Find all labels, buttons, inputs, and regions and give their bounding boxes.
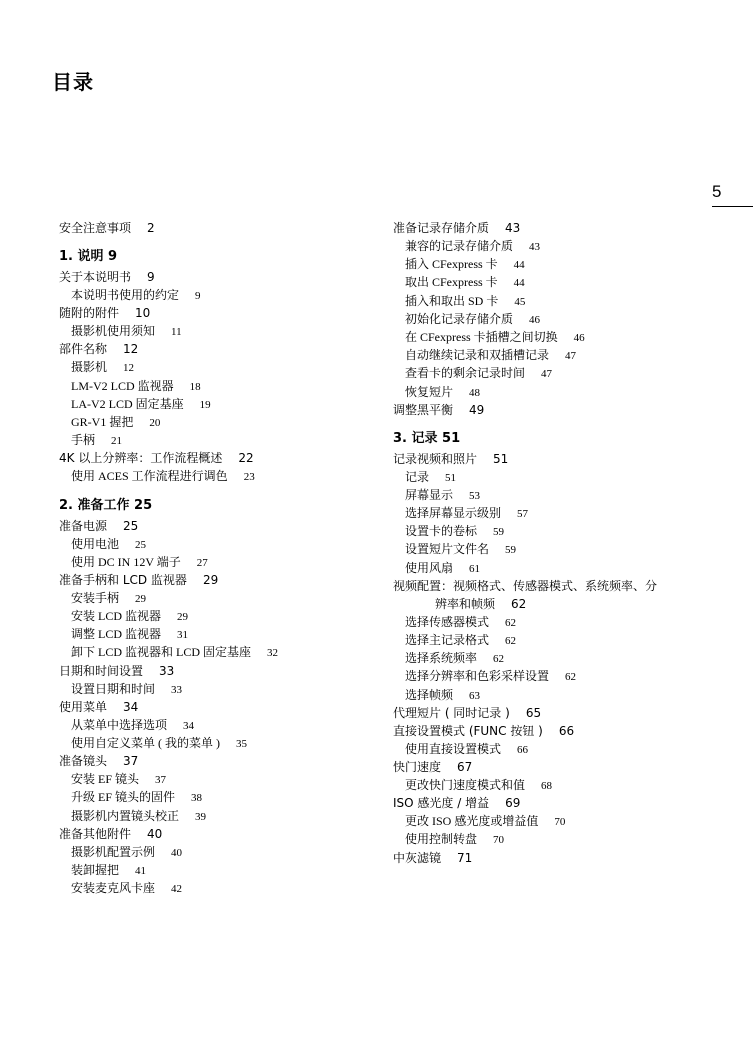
toc-entry-title-line2: 辨率和帧频 [435,596,496,611]
toc-entry-title: 3. 记录 51 [393,430,461,446]
toc-page-number: 41 [135,864,147,877]
toc-entry-title: 摄影机配置示例 [71,844,156,859]
toc-page-number: 20 [149,416,161,429]
toc-entry-title: 本说明书使用的约定 [71,288,180,302]
toc-page-number: 62 [511,596,527,611]
toc-right-column [393,219,713,867]
toc-subsection-entry[interactable] [393,812,713,830]
toc-page-number: 57 [517,508,529,521]
toc-entry-title: 调整黑平衡 [393,402,454,417]
toc-subsection-entry[interactable] [59,286,379,304]
toc-entry-title: LA-V2 LCD 固定基座 [71,396,184,411]
toc-entry-title: 设置卡的卷标 [405,524,478,539]
toc-section-entry[interactable] [393,704,713,722]
toc-page-number: 40 [147,826,163,841]
toc-subsection-entry[interactable] [393,273,713,291]
toc-entry-title: 准备手柄和 LCD 监视器 [59,572,187,587]
toc-entry-title: 从菜单中选择选项 [71,717,168,732]
toc-subsection-entry[interactable] [393,383,713,401]
toc-subsection-entry[interactable] [59,788,379,806]
toc-subsection-entry[interactable] [393,346,713,364]
toc-page-number: 19 [199,398,211,411]
toc-entry-title: 手柄 [71,433,96,448]
toc-page-number: 43 [505,221,521,235]
toc-page-number: 25 [123,518,139,533]
toc-entry-title: 摄影机 [71,360,108,375]
toc-section-entry[interactable] [393,577,713,613]
toc-page-number: 59 [493,526,505,539]
toc-page-number: 32 [267,647,279,660]
toc-entry-title: 设置短片文件名 [405,542,490,557]
toc-entry-title: 4K 以上分辨率：工作流程概述 [59,451,223,466]
toc-entry-title: 在 CFexpress 卡插槽之间切换 [405,329,558,344]
toc-section-entry[interactable] [393,401,713,419]
toc-section-entry[interactable] [393,794,713,812]
toc-page-number: 63 [469,689,481,702]
toc-subsection-entry[interactable] [59,589,379,607]
toc-chapter-heading[interactable] [59,497,379,515]
toc-subsection-entry[interactable] [393,292,713,310]
toc-entry-title: 直接设置模式 (FUNC 按钮 ) [393,723,543,738]
toc-subsection-entry[interactable] [393,364,713,382]
toc-subsection-entry[interactable] [393,667,713,685]
toc-page-number: 29 [177,611,189,624]
toc-page-number: 10 [135,306,151,321]
toc-section-entry[interactable] [59,219,379,237]
toc-entry-title: 摄影机内置镜头校正 [71,808,180,823]
toc-entry-title: 查看卡的剩余记录时间 [405,366,526,381]
toc-page-number: 66 [558,723,575,738]
toc-page-number: 23 [243,471,255,484]
toc-entry-title: 日期和时间设置 [59,663,144,678]
toc-page-number: 67 [457,759,473,774]
toc-entry-title: 选择主记录格式 [405,633,490,647]
toc-entry-title: 选择分辨率和色彩采样设置 [405,669,550,684]
toc-page-number: 51 [493,451,509,466]
toc-entry-title: 使用直接设置模式 [405,741,502,756]
toc-page-number: 47 [565,350,577,363]
toc-section-entry[interactable] [59,449,379,467]
toc-page-number: 45 [514,295,526,308]
toc-entry-title: 使用电池 [71,536,120,551]
toc-subsection-entry[interactable] [393,559,713,577]
toc-entry-title: 更改 ISO 感光度或增益值 [405,814,539,829]
toc-page-number: 46 [529,313,541,326]
toc-entry-title: 安装手柄 [71,590,120,605]
toc-page-number: 48 [469,386,481,399]
toc-page-number: 22 [238,451,254,466]
toc-section-entry[interactable] [59,304,379,322]
toc-entry-title: ISO 感光度 / 增益 [393,796,490,811]
toc-entry-title: 使用控制转盘 [405,832,478,847]
toc-page-number: 38 [191,792,203,805]
toc-entry-title: 代理短片 ( 同时记录 ) [393,705,510,720]
toc-subsection-entry[interactable] [393,830,713,848]
toc-subsection-entry[interactable] [393,540,713,558]
toc-page-number: 40 [171,846,183,859]
toc-entry-title: LM-V2 LCD 监视器 [71,378,174,393]
toc-entry-title: 自动继续记录和双插槽记录 [405,348,550,363]
toc-entry-title: 更改快门速度模式和值 [405,777,526,792]
toc-subsection-entry[interactable] [393,686,713,704]
toc-entry-title: 设置日期和时间 [71,681,156,696]
toc-entry-title: 准备电源 [59,518,108,533]
toc-subsection-entry[interactable] [59,467,379,485]
toc-entry-title: 准备记录存储介质 [393,221,490,235]
toc-entry-title: 恢复短片 [405,384,454,399]
toc-page-number: 43 [529,241,541,253]
toc-entry-title: 使用 DC IN 12V 端子 [71,554,181,569]
toc-page-number: 69 [505,796,521,811]
toc-section-entry[interactable] [59,571,379,589]
toc-entry-title: 选择帧频 [405,687,454,702]
toc-page-number: 71 [457,850,473,865]
toc-subsection-entry[interactable] [393,237,713,255]
toc-entry-title: 兼容的记录存储介质 [405,239,514,253]
toc-page-number: 21 [111,435,123,448]
toc-entry-title: 快门速度 [393,759,442,774]
toc-page-number: 31 [177,629,189,642]
toc-page-number: 9 [147,270,155,284]
toc-subsection-entry[interactable] [393,613,713,631]
toc-subsection-entry[interactable] [59,843,379,861]
toc-entry-title: 卸下 LCD 监视器和 LCD 固定基座 [71,645,252,660]
toc-section-entry[interactable] [59,340,379,358]
toc-subsection-entry[interactable] [393,310,713,328]
toc-page-number: 61 [469,562,481,575]
toc-page-number: 37 [123,754,139,769]
toc-section-entry[interactable] [393,758,713,776]
toc-subsection-entry[interactable] [393,468,713,486]
toc-entry-title: 记录 [405,469,430,484]
toc-page-number: 51 [445,471,457,484]
toc-entry-title: 使用风扇 [405,560,454,575]
toc-entry-title: 装卸握把 [71,862,120,877]
toc-entry-title-continued [393,595,713,613]
toc-subsection-entry[interactable] [393,522,713,540]
toc-chapter-heading[interactable] [393,430,713,448]
page-number-rule [712,206,753,207]
toc-page-number: 25 [135,538,147,551]
toc-page-number: 29 [135,592,147,605]
toc-subsection-entry[interactable] [59,770,379,788]
toc-subsection-entry[interactable] [59,358,379,376]
toc-section-entry[interactable] [59,698,379,716]
toc-entry-title: 2. 准备工作 25 [59,497,153,513]
toc-subsection-entry[interactable] [393,486,713,504]
toc-page-number: 59 [505,544,517,557]
toc-entry-title: 使用 ACES 工作流程进行调色 [71,469,228,484]
toc-page-number: 70 [554,816,566,829]
toc-subsection-entry[interactable] [393,776,713,794]
toc-subsection-entry[interactable] [59,861,379,879]
toc-entry-title: 插入和取出 SD 卡 [405,293,499,308]
toc-page-number: 11 [171,326,182,339]
toc-page-number: 42 [171,883,183,896]
toc-page-number: 33 [171,683,183,696]
page-number: 5 [712,182,722,201]
toc-subsection-entry[interactable] [393,504,713,522]
toc-chapter-heading[interactable] [59,248,379,266]
toc-subsection-entry[interactable] [59,734,379,752]
toc-page-number: 35 [236,738,247,750]
toc-section-entry[interactable] [393,849,713,867]
toc-page-number: 65 [525,705,542,720]
toc-entry-title: 安装 EF 镜头 [71,772,140,787]
toc-entry-title: 初始化记录存储介质 [405,311,514,326]
toc-section-entry[interactable] [59,662,379,680]
toc-page-number: 37 [155,774,167,787]
toc-subsection-entry[interactable] [59,807,379,825]
toc-subsection-entry[interactable] [59,680,379,698]
toc-subsection-entry[interactable] [393,255,713,273]
toc-page-number: 53 [469,489,481,502]
toc-left-column [59,219,379,897]
toc-subsection-entry[interactable] [59,716,379,734]
toc-page-number: 66 [517,743,529,756]
toc-subsection-entry[interactable] [59,413,379,431]
toc-page-number: 62 [565,671,577,684]
toc-subsection-entry[interactable] [59,431,379,449]
toc-section-entry[interactable] [59,752,379,770]
toc-entry-title: 准备镜头 [59,754,108,769]
toc-entry-title: 准备其他附件 [59,826,132,841]
page-title: 目录 [52,70,94,94]
toc-page-number: 47 [541,368,553,381]
toc-subsection-entry[interactable] [59,395,379,413]
toc-subsection-entry[interactable] [393,631,713,649]
toc-entry-title: 屏幕显示 [405,487,454,502]
toc-entry-title: 选择传感器模式 [405,614,490,629]
toc-entry-title: 安装麦克风卡座 [71,881,156,896]
toc-subsection-entry[interactable] [393,740,713,758]
toc-entry-title: 视频配置：视频格式、传感器模式、系统频率、分 [393,578,658,593]
toc-section-entry[interactable] [59,517,379,535]
toc-page-number: 70 [493,834,505,847]
toc-subsection-entry[interactable] [59,535,379,553]
toc-subsection-entry[interactable] [393,649,713,667]
toc-subsection-entry[interactable] [59,607,379,625]
toc-page-number: 29 [202,572,219,587]
toc-entry-title: 安装 LCD 监视器 [71,609,162,624]
toc-page-number: 62 [493,653,505,666]
toc-subsection-entry[interactable] [59,879,379,897]
toc-subsection-entry[interactable] [59,553,379,571]
toc-entry-title: 调整 LCD 监视器 [71,627,162,642]
toc-page-number: 12 [123,362,135,375]
toc-subsection-entry[interactable] [59,322,379,340]
toc-entry-title: 关于本说明书 [59,270,132,284]
toc-entry-title: 选择屏幕显示级别 [405,506,502,521]
toc-entry-title: 安全注意事项 [59,221,132,235]
toc-section-entry[interactable] [59,268,379,286]
toc-section-entry[interactable] [393,722,713,740]
toc-entry-title: 部件名称 [59,342,108,357]
toc-page-number: 44 [513,259,525,272]
toc-page-number: 27 [196,556,208,569]
toc-entry-title: 记录视频和照片 [393,451,478,466]
toc-entry-title: 使用自定义菜单 ( 我的菜单 ) [71,736,220,750]
toc-page-number: 68 [541,779,553,792]
toc-page-number: 39 [195,810,207,823]
toc-page-number: 34 [123,699,139,714]
toc-entry-title: 摄影机使用须知 [71,324,156,339]
toc-entry-title: 1. 说明 9 [59,249,118,264]
toc-entry-title: 中灰滤镜 [393,850,442,865]
toc-page-number: 62 [505,635,517,647]
toc-entry-title: 选择系统频率 [405,651,478,666]
toc-page-number: 44 [513,277,525,290]
toc-entry-title: 随附的附件 [59,306,120,321]
toc-page-number: 34 [183,719,195,732]
toc-entry-title: GR-V1 握把 [71,414,134,429]
toc-page-number: 12 [123,342,139,357]
toc-page-number: 2 [147,221,155,235]
toc-entry-title: 插入 CFexpress 卡 [405,257,498,272]
toc-section-entry[interactable] [393,219,713,237]
toc-subsection-entry[interactable] [393,328,713,346]
toc-entry-title: 取出 CFexpress 卡 [405,275,498,290]
toc-page-number: 9 [195,290,201,302]
toc-subsection-entry[interactable] [59,377,379,395]
toc-subsection-entry[interactable] [59,643,379,661]
toc-page-number: 33 [159,663,175,678]
toc-subsection-entry[interactable] [59,625,379,643]
toc-page-number: 49 [469,402,485,417]
toc-section-entry[interactable] [393,450,713,468]
toc-page-number: 46 [573,331,585,344]
toc-section-entry[interactable] [59,825,379,843]
toc-entry-title: 升级 EF 镜头的固件 [71,790,176,805]
toc-page-number: 18 [189,380,201,393]
toc-page-number: 62 [505,616,517,629]
toc-entry-title: 使用菜单 [59,699,108,714]
